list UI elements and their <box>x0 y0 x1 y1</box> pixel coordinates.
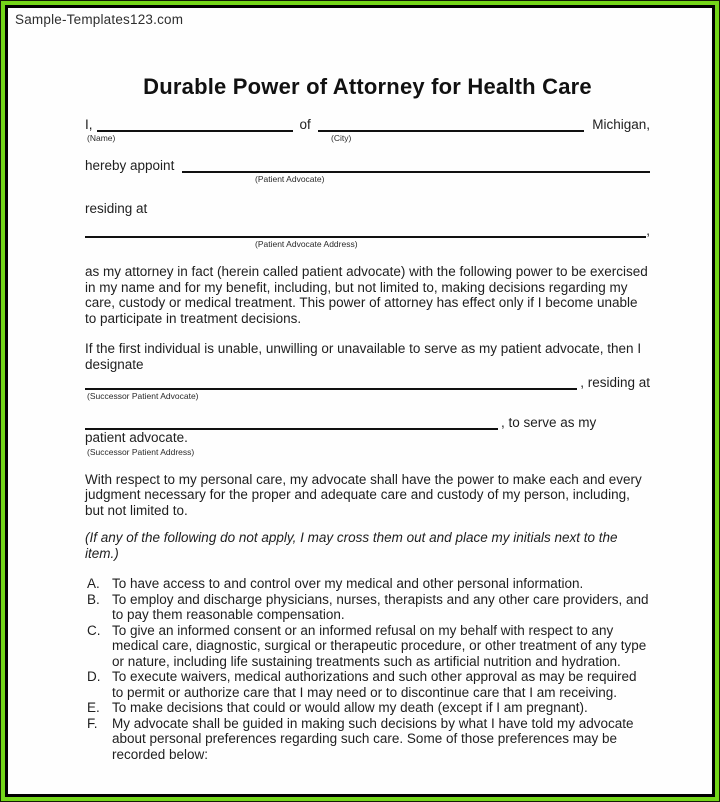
successor-advocate-labels <box>85 390 650 402</box>
form-content <box>8 74 712 762</box>
black-border <box>5 5 715 797</box>
successor-address-row <box>85 414 650 430</box>
successor-address-blank-line <box>85 414 498 430</box>
list-item <box>85 716 650 763</box>
name-label: (Name) <box>87 133 116 143</box>
list-item <box>85 623 650 670</box>
successor-address-labels <box>85 446 650 458</box>
paragraph-successor: If the first individual is unable, unwilling or unavailable to serve as my patient advocate, then I designate <box>85 341 642 372</box>
list-item-letter: D. <box>87 669 101 684</box>
residing-at-text: residing at <box>85 201 148 216</box>
patient-advocate-line: patient advocate. <box>85 430 188 445</box>
address-labels <box>85 238 650 250</box>
list-item <box>85 669 650 700</box>
address-line-suffix: , <box>646 222 650 238</box>
patient-advocate-blank-line <box>182 157 650 173</box>
intro-i-prefix: I, <box>85 116 93 132</box>
watermark: Sample-Templates123.com <box>15 12 184 27</box>
list-item-text: My advocate shall be guided in making such decisions by what I have told my advocate about personal preferences regarding such care. Some of those preferences may be recorded below: <box>112 715 634 762</box>
hereby-appoint-row <box>85 157 650 173</box>
form-title: Durable Power of Attorney for Health Care <box>143 74 592 99</box>
list-item-letter: F. <box>87 715 98 731</box>
green-border <box>1 1 719 801</box>
intro-row <box>85 116 650 132</box>
intro-labels <box>85 132 650 144</box>
hereby-labels <box>85 173 650 185</box>
successor-advocate-blank-line <box>85 374 577 390</box>
list-item-letter: A. <box>87 576 100 591</box>
list-item-letter: C. <box>87 622 101 638</box>
city-label: (City) <box>331 133 352 143</box>
paragraph-powers: as my attorney in fact (herein called patient advocate) with the following power to be exercised in my name and for my benefit, including, but not limited to, making decisions regarding my care, custody or medical treatment. This power of attorney has effect only if I become unable to participate in treatment decisions. <box>85 264 648 326</box>
hereby-appoint-text: hereby appoint <box>85 157 175 173</box>
advocate-address-row <box>85 223 650 239</box>
list-item <box>85 576 650 592</box>
successor-patient-address-label: (Successor Patient Address) <box>87 446 195 457</box>
list-item-text: To have access to and control over my medical and other personal information. <box>112 576 584 591</box>
successor-serve-suffix: , to serve as my <box>501 414 597 430</box>
list-item <box>85 592 650 623</box>
name-blank-line <box>97 116 293 132</box>
document-page <box>8 8 712 794</box>
city-blank-line <box>318 116 584 132</box>
patient-advocate-address-label: (Patient Advocate Address) <box>255 239 358 249</box>
cross-out-note: (If any of the following do not apply, I may cross them out and place my initials next to the item.) <box>85 530 618 561</box>
list-item-text: To give an informed consent or an informed refusal on my behalf with respect to any medical care, diagnostic, surgical or therapeutic procedure, or other treatment of any type or nature, including life sustaining treatments such as artificial nutrition and hydration. <box>112 622 647 669</box>
paragraph-personal-care: With respect to my personal care, my advocate shall have the power to make each and every judgment necessary for the proper and adequate care and custody of my person, including, but not limited to. <box>85 471 642 518</box>
intro-state: Michigan, <box>592 116 650 132</box>
powers-list <box>85 576 650 762</box>
list-item-letter: B. <box>87 591 100 607</box>
list-item-letter: E. <box>87 700 100 715</box>
list-item-text: To execute waivers, medical authorizations and such other approval as may be required to permit or authorize care that I may need or to discontinue care that I am receiving. <box>112 669 637 700</box>
intro-of: of <box>299 116 311 132</box>
successor-patient-advocate-label: (Successor Patient Advocate) <box>87 391 199 401</box>
residing-at-row <box>85 201 650 217</box>
list-item <box>85 700 650 716</box>
list-item-text: To make decisions that could or would allow my death (except if I am pregnant). <box>112 700 588 715</box>
patient-advocate-label: (Patient Advocate) <box>255 174 325 184</box>
list-item-text: To employ and discharge physicians, nurses, therapists and any other care providers, and to pay them reasonable compensation. <box>112 591 649 622</box>
successor-residing-suffix: , residing at <box>580 374 650 390</box>
successor-advocate-row <box>85 374 650 390</box>
